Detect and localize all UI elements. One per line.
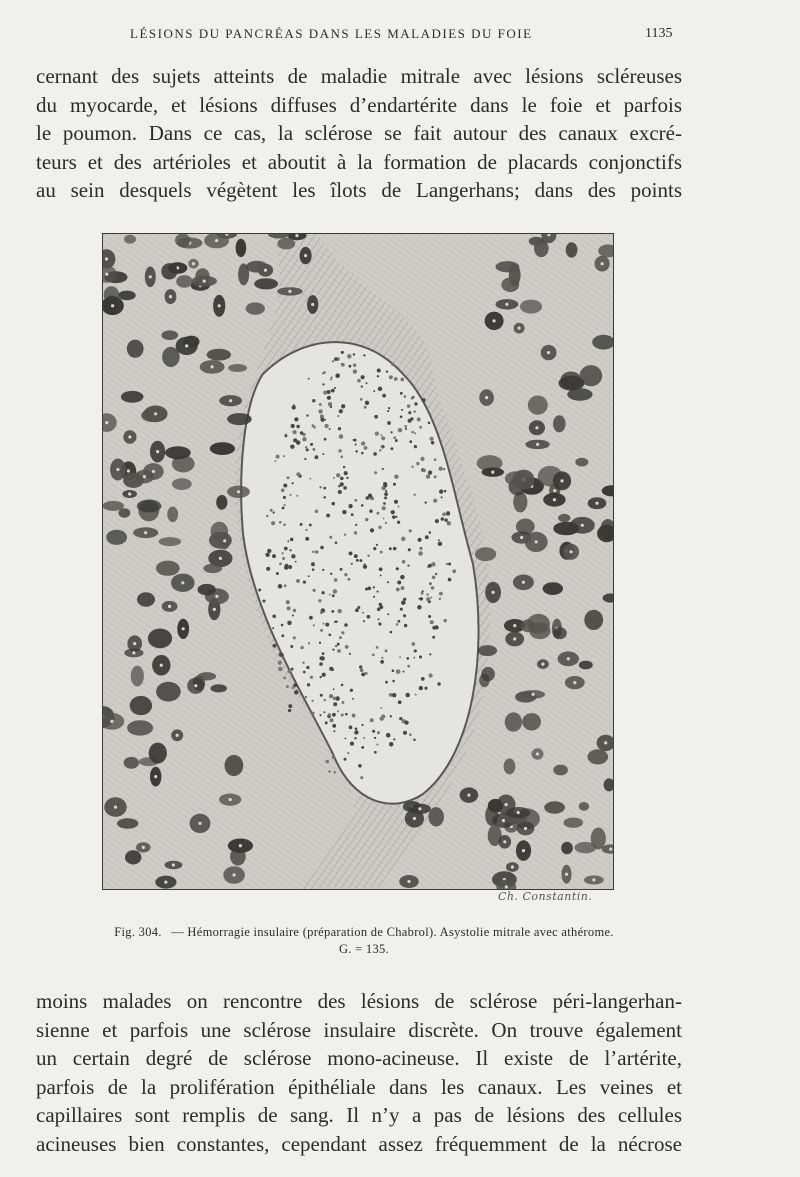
- paragraph-top: [36, 62, 682, 205]
- text-line: au sein desquels végètent les îlots de Langerhans; dans des points: [36, 178, 682, 203]
- running-title: LÉSIONS DU PANCRÉAS DANS LES MALADIES DU FOIE: [130, 26, 533, 41]
- magnification: G. = 135.: [338, 942, 390, 956]
- text-line: acineuses bien constantes, cependant assez fréquemment de la nécrose: [36, 1131, 682, 1156]
- text-line: cernant des sujets atteints de maladie mitrale avec lésions scléreuses: [36, 64, 682, 88]
- artist-signature: Ch. Constantin.: [498, 890, 593, 903]
- text-line: teurs et des artérioles et aboutit à la formation de placards conjonctifs: [36, 149, 682, 174]
- text-line: le poumon. Dans ce cas, la sclérose se fait autour des canaux excré-: [36, 121, 682, 146]
- figure-caption: [44, 924, 684, 958]
- text-line: du myocarde, et lésions diffuses d’endartérite dans le foie et parfois: [36, 92, 682, 117]
- text-line: capillaires sont remplis de sang. Il n’y a pas de lésions des cellules: [36, 1103, 682, 1128]
- page-number: 1135: [645, 26, 673, 41]
- caption-text: — Hémorragie insulaire (préparation de Chabrol). Asystolie mitrale avec athérome.: [171, 925, 614, 939]
- caption-line: [44, 924, 684, 941]
- histology-illustration: [102, 233, 614, 890]
- running-head: [0, 26, 800, 48]
- text-line: moins malades on rencontre des lésions de sclérose péri-langerhan-: [36, 989, 682, 1013]
- paragraph-bottom: [36, 987, 682, 1159]
- text-line: un certain degré de sclérose mono-acineuse. Il existe de l’artérite,: [36, 1046, 682, 1071]
- text-line: sienne et parfois une sclérose insulaire discrète. On trouve également: [36, 1017, 682, 1042]
- histology-drawing: [103, 234, 613, 889]
- figure-number: Fig. 304.: [114, 925, 162, 939]
- text-line: parfois de la prolifération épithéliale dans les canaux. Les veines et: [36, 1074, 682, 1099]
